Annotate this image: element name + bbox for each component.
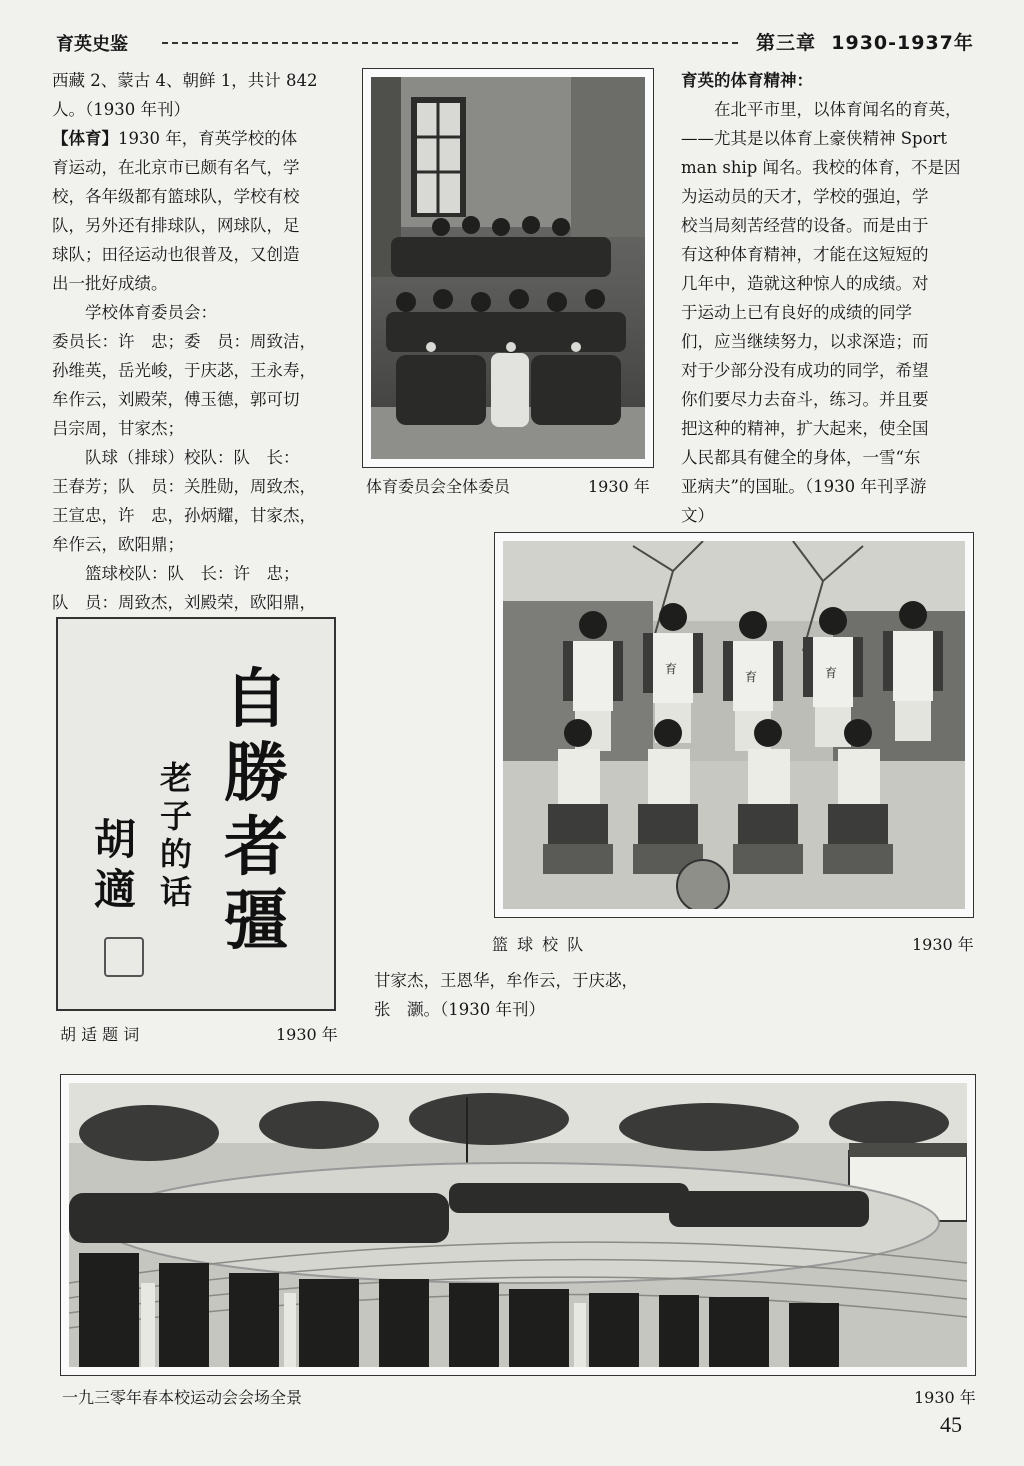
chapter-label: 第三章: [756, 32, 817, 54]
committee-photo: [371, 77, 645, 459]
text-line: 于运动上已有良好的成绩的同学: [681, 303, 912, 322]
basketball-team-photo: [503, 541, 965, 909]
text-line: 王宣忠，许 忠，孙炳耀，甘家杰，: [52, 506, 316, 525]
basketball-photo-caption: 篮 球 校 队: [492, 935, 586, 954]
panorama-photo-frame: [60, 1074, 976, 1376]
calligraphy-signature: 胡適: [94, 815, 137, 914]
jersey-mark: 育: [665, 662, 678, 676]
text-line: 亚病夫”的国耻。（1930 年刊孚游: [681, 477, 927, 496]
text-line: 育运动，在北京市已颇有名气，学: [52, 158, 300, 177]
text-line: 几年中，造就这种惊人的成绩。对: [681, 274, 929, 293]
text-line: 牟作云，刘殿荣，傅玉德，郭可切: [52, 390, 300, 409]
right-text-column: [681, 66, 976, 530]
sports-meet-panorama: [69, 1083, 967, 1367]
text-line: 校当局刻苦经营的设备。而是由于: [681, 216, 929, 235]
text-line: 队 员：周致杰，刘殿荣，欧阳鼎，: [52, 593, 316, 612]
text-line: 你们要尽力去奋斗，练习。并且要: [681, 390, 929, 409]
sport-heading: 【体育】: [52, 129, 118, 148]
left-text-column: [52, 66, 352, 617]
text-line: 有这种体育精神，才能在这短短的: [681, 245, 929, 264]
text-line: 们，应当继续努力，以求深造；而: [681, 332, 929, 351]
committee-photo-caption: 体育委员会全体委员: [366, 477, 511, 496]
calligraphy-year: 1930 年: [276, 1025, 338, 1044]
sport-paragraph: [52, 124, 352, 153]
calligraphy-subtext: 老子的话: [160, 759, 193, 911]
text-line: ——尤其是以体育上豪侠精神 Sport: [681, 129, 948, 148]
basketball-photo-frame: [494, 532, 974, 918]
basketball-photo-year: 1930 年: [912, 935, 974, 954]
text-line: 人民都具有健全的身体，一雪“东: [681, 448, 921, 467]
jersey-mark: 育: [745, 670, 758, 684]
page-number: 45: [940, 1412, 962, 1437]
text-line: 甘家杰，王恩华，牟作云，于庆苾，: [374, 971, 638, 990]
seal-stamp-icon: [104, 937, 144, 977]
sport-spirit-title: 育英的体育精神：: [681, 71, 813, 90]
text-line: 队，另外还有排球队，网球队，足: [52, 216, 300, 235]
text-line: 1930 年，育英学校的体: [118, 129, 298, 148]
committee-photo-year: 1930 年: [588, 477, 650, 496]
text-line: 王春芳；队 员：关胜勋，周致杰，: [52, 477, 316, 496]
basketball: [677, 860, 729, 909]
text-line: 吕宗周，甘家杰；: [52, 419, 184, 438]
text-line: 球队；田径运动也很普及，又创造: [52, 245, 300, 264]
text-line: man ship 闻名。我校的体育，不是因: [681, 158, 961, 177]
committee-photo-frame: [362, 68, 654, 468]
book-title: 育英史鉴: [56, 34, 128, 55]
panorama-caption: 一九三零年春本校运动会会场全景: [62, 1388, 303, 1407]
header-divider: [162, 42, 738, 44]
calligraphy-main-text: 自勝者彊: [224, 662, 288, 959]
text-line: 队球（排球）校队：队 长：: [85, 448, 300, 467]
text-line: 孙维英，岳光峻，于庆苾，王永寿，: [52, 361, 316, 380]
text-line: 把这种的精神，扩大起来，使全国: [681, 419, 929, 438]
text-line: 西藏 2、蒙古 4、朝鲜 1，共计 842: [52, 71, 318, 90]
text-line: 张 灏。（1930 年刊）: [374, 1000, 545, 1019]
text-line: 委员长：许 忠；委 员：周致洁，: [52, 332, 316, 351]
chapter-years: 1930-1937年: [831, 32, 974, 54]
jersey-mark: 育: [825, 666, 838, 680]
calligraphy-caption: 胡 适 题 词: [60, 1025, 140, 1044]
text-line: 为运动员的天才，学校的强迫，学: [681, 187, 929, 206]
chapter-heading: [756, 28, 974, 55]
calligraphy-panel: [56, 617, 336, 1011]
text-line: 校，各年级都有篮球队，学校有校: [52, 187, 300, 206]
text-line: 在北平市里，以体育闻名的育英，: [714, 100, 962, 119]
text-line: 出一批好成绩。: [52, 274, 168, 293]
text-line: 文）: [681, 506, 714, 525]
roster-continued: [374, 966, 674, 1024]
text-line: 对于少部分没有成功的同学，希望: [681, 361, 929, 380]
text-line: 牟作云，欧阳鼎；: [52, 535, 184, 554]
panorama-year: 1930 年: [914, 1388, 976, 1407]
text-line: 人。（1930 年刊）: [52, 100, 190, 119]
text-line: 篮球校队：队 长：许 忠；: [85, 564, 300, 583]
text-line: 学校体育委员会：: [85, 303, 217, 322]
